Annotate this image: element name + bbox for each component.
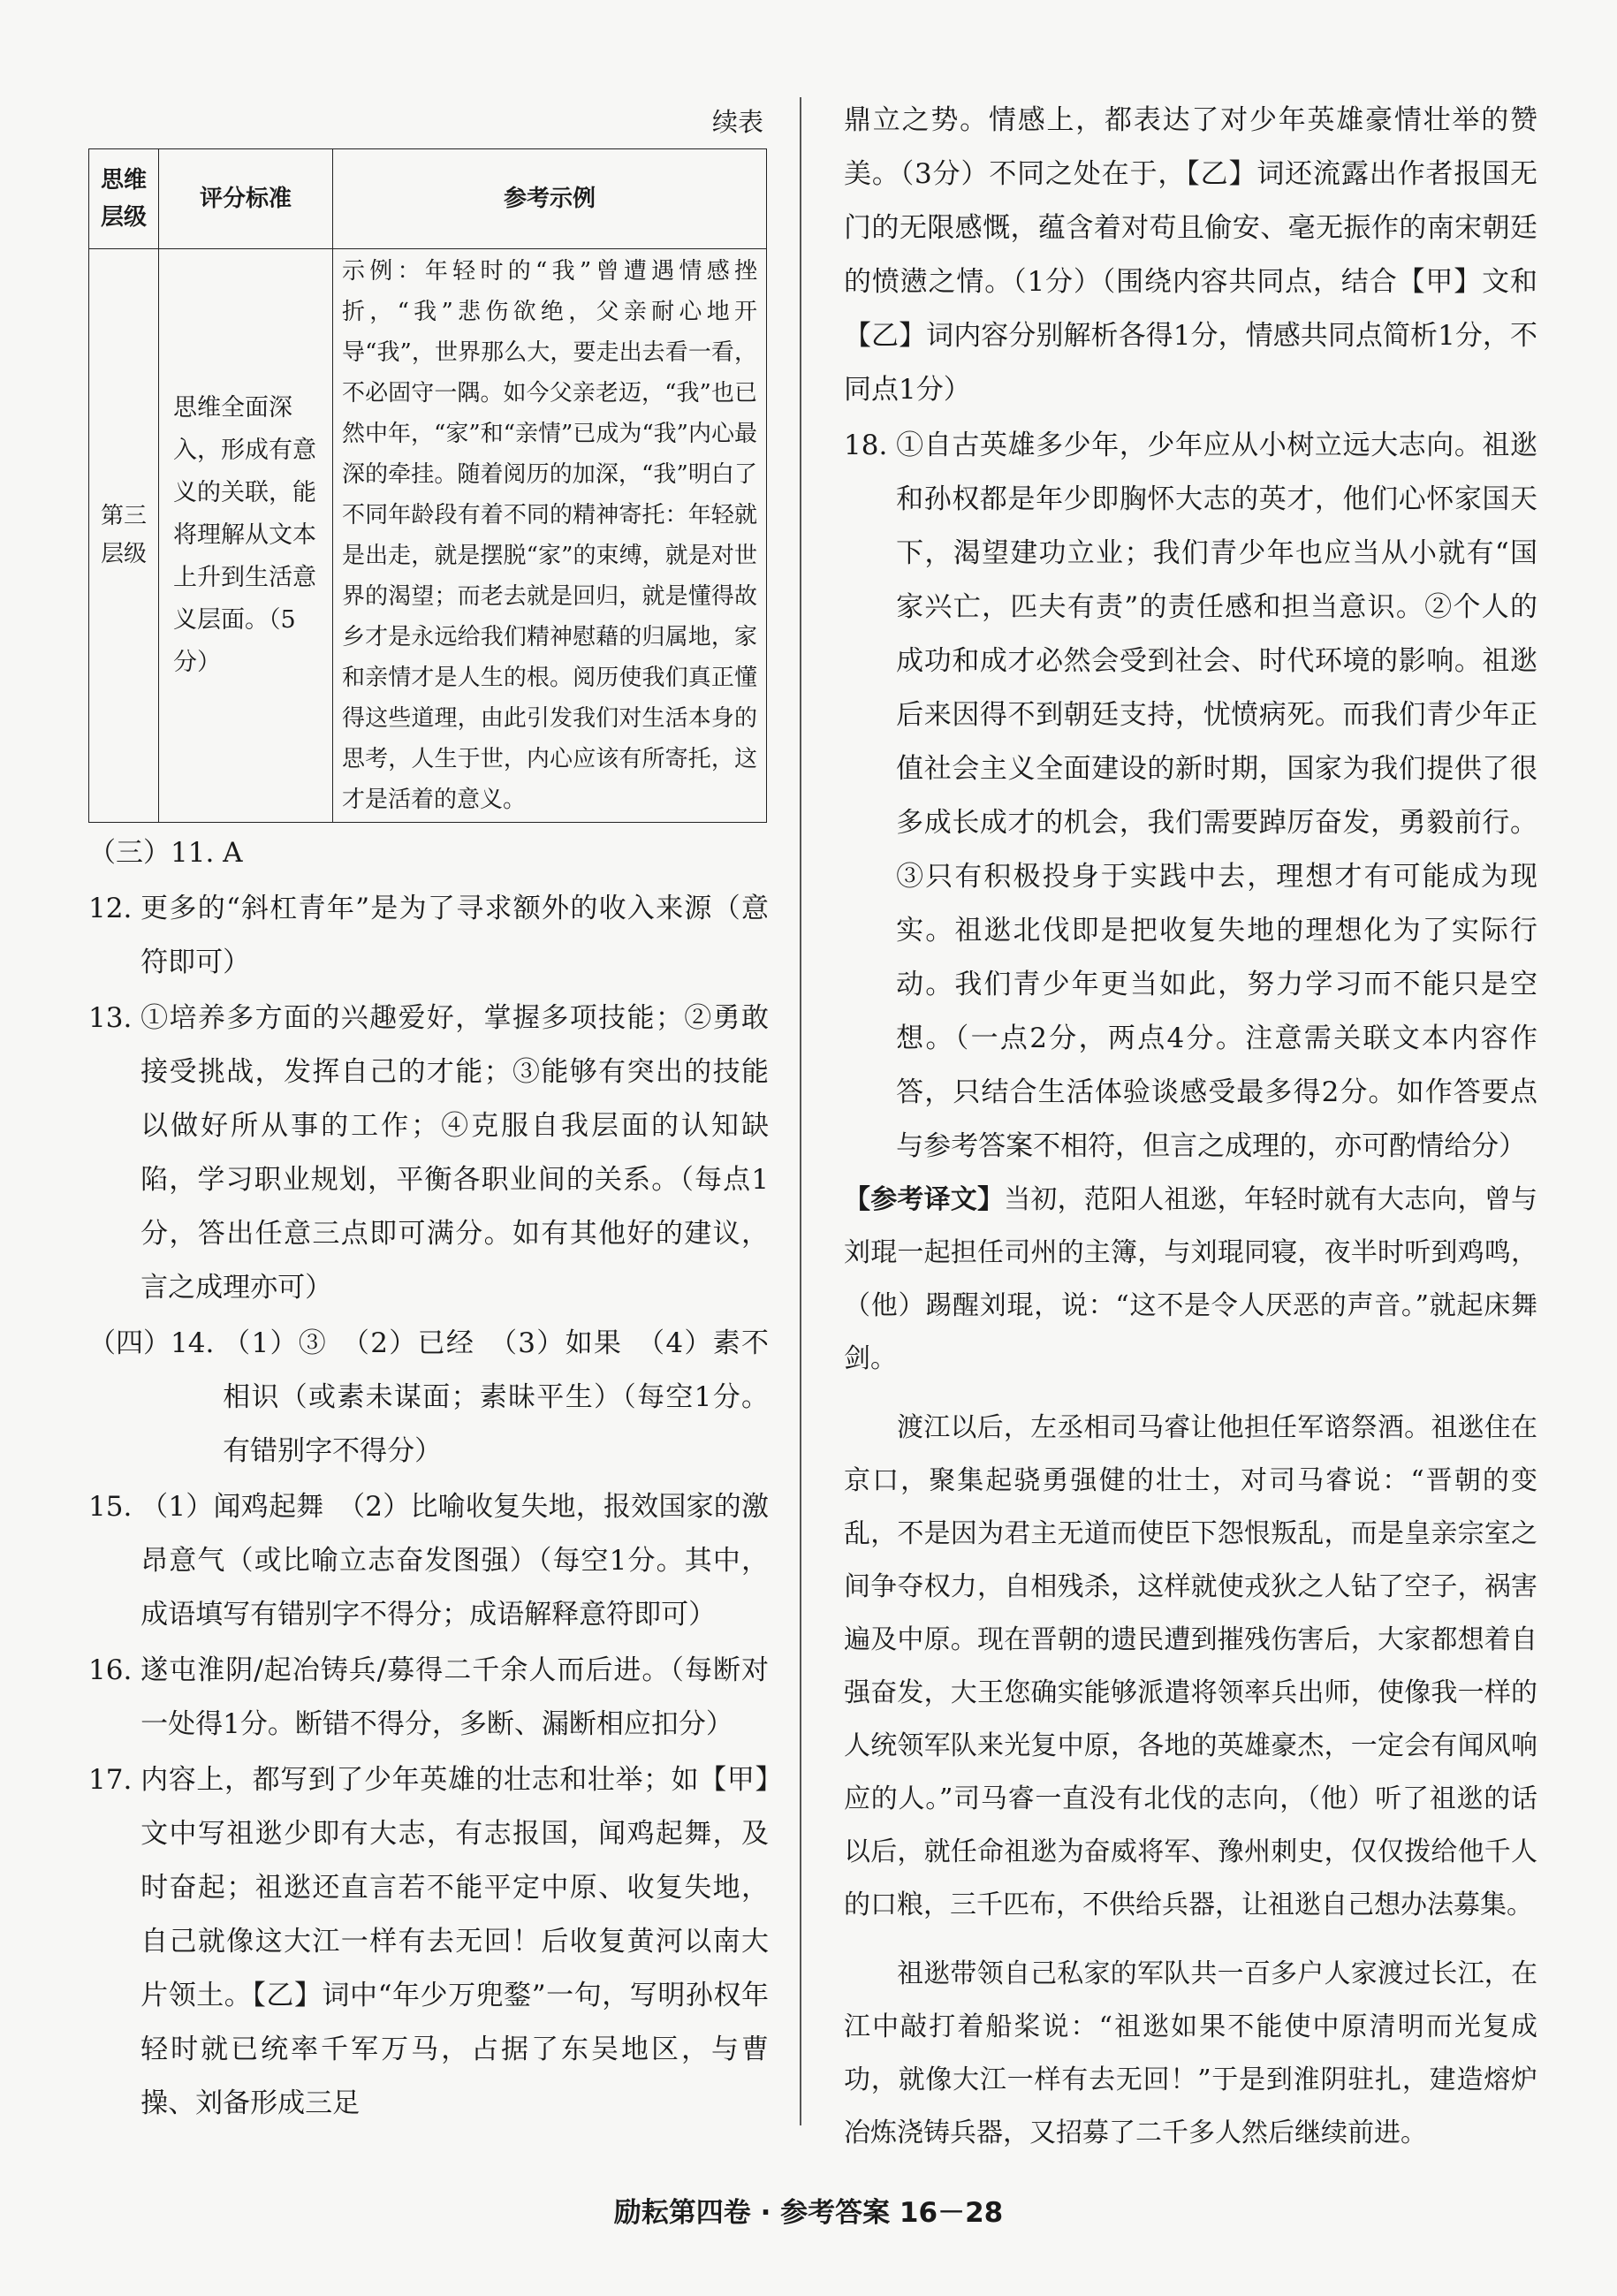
table-header-row — [89, 149, 767, 249]
answer-item: （三）11. A — [88, 837, 243, 869]
cell-criteria: 思维全面深入，形成有意义的关联，能将理解从文本上升到生活意义层面。（5分） — [159, 249, 333, 823]
page-footer: 励耘第四卷 · 参考答案 16－28 — [613, 2197, 1004, 2229]
translation-first-paragraph: 当初，范阳人祖逖，年轻时就有大志向，曾与刘琨一起担任司州的主簿，与刘琨同寝，夜半时听到鸡鸣，（他）踢醒刘琨，说：“这不是令人厌恶的声音。”就起床舞剑。 — [844, 1184, 1538, 1374]
translation-heading: 【参考译文】 — [844, 1184, 1005, 1215]
answer-item: 12. 更多的“斜杠青年”是为了寻求额外的收入来源（意符即可） — [88, 893, 769, 978]
answer-item: 17. 内容上，都写到了少年英雄的壮志和壮举；如【甲】文中写祖逖少即有大志，有志报国，闻鸡起舞，及时奋起；祖逖还直言若不能平定中原、收复失地，自己就像这大江一样有去无回！后收复黄河以南大片领土。【乙】词中“年少万兜鍪”一句，写明孙权年轻时就已统率千军万马，占据了东吴地区，与曹操、刘备形成三足 — [88, 1764, 769, 2119]
cell-example: 示例：年轻时的“我”曾遭遇情感挫折，“我”悲伤欲绝，父亲耐心地开导“我”，世界那么大，要走出去看一看，不必固守一隅。如今父亲老迈，“我”也已然中年，“家”和“亲情”已成为“我”内心最深的牵挂。随着阅历的加深，“我”明白了不同年龄段有着不同的精神寄托：年轻就是出走，就是摆脱“家”的束缚，就是对世界的渴望；而老去就是回归，就是懂得故乡才是永远给我们精神慰藉的归属地，家和亲情才是人生的根。阅历使我们真正懂得这些道理，由此引发我们对生活本身的思考，人生于世，内心应该有所寄托，这才是活着的意义。 — [333, 249, 767, 823]
column-divider — [800, 97, 801, 2125]
answer-item: （四）14. （1）③ （2）已经 （3）如果 （4）素不相识（或素未谋面；素昧平生）（每空1分。有错别字不得分） — [88, 1327, 769, 1467]
cell-level: 第三层级 — [89, 249, 159, 823]
translation-paragraph: 渡江以后，左丞相司马睿让他担任军谘祭酒。祖逖住在京口，聚集起骁勇强健的壮士，对司马睿说：“晋朝的变乱，不是因为君主无道而使臣下怨恨叛乱，而是皇亲宗室之间争夺权力，自相残杀，这样就使戎狄之人钻了空子，祸害遍及中原。现在晋朝的遗民遭到摧残伤害后，大家都想着自强奋发，大王您确实能够派遣将领率兵出师，使像我一样的人统领军队来光复中原，各地的英雄豪杰，一定会有闻风响应的人。”司马睿一直没有北伐的志向，（他）听了祖逖的话以后，就任命祖逖为奋威将军、豫州刺史，仅仅拨给他千人的口粮，三千匹布，不供给兵器，让祖逖自己想办法募集。 — [844, 1412, 1537, 1920]
header-criteria: 评分标准 — [159, 149, 333, 249]
answer-item: 15. （1）闻鸡起舞 （2）比喻收复失地，报效国家的激昂意气（或比喻立志奋发图强）（每空1分。其中，成语填写有错别字不得分；成语解释意符即可） — [88, 1491, 769, 1631]
answer-item: 16. 遂屯淮阴/起冶铸兵/募得二千余人而后进。（每断对一处得1分。断错不得分，多断、漏断相应扣分） — [88, 1654, 769, 1740]
right-column — [844, 94, 1537, 2160]
left-column — [88, 104, 769, 2131]
answer-item: 18. ①自古英雄多少年，少年应从小树立远大志向。祖逖和孙权都是年少即胸怀大志的英才，他们心怀家国天下，渴望建功立业；我们青少年也应当从小就有“国家兴亡，匹夫有责”的责任感和担当意识。②个人的成功和成才必然会受到社会、时代环境的影响。祖逖后来因得不到朝廷支持，忧愤病死。而我们青少年正值社会主义全面建设的新时期，国家为我们提供了很多成长成才的机会，我们需要踔厉奋发，勇毅前行。③只有积极投身于实践中去，理想才有可能成为现实。祖逖北伐即是把收复失地的理想化为了实际行动。我们青少年更当如此，努力学习而不能只是空想。（一点2分，两点4分。注意需关联文本内容作答，只结合生活体验谈感受最多得2分。如作答要点与参考答案不相符，但言之成理的，亦可酌情给分） — [844, 430, 1537, 1162]
answer-item: 鼎立之势。情感上，都表达了对少年英雄豪情壮举的赞美。（3分）不同之处在于，【乙】词还流露出作者报国无门的无限感慨，蕴含着对苟且偷安、毫无振作的南宋朝廷的愤懑之情。（1分）（围绕内容共同点，结合【甲】文和【乙】词内容分别解析各得1分，情感共同点简析1分，不同点1分） — [844, 104, 1537, 406]
scoring-table — [88, 148, 767, 823]
header-example: 参考示例 — [333, 149, 767, 249]
table-caption: 续表 — [711, 107, 763, 137]
table-row — [89, 249, 767, 823]
header-level: 思维层级 — [89, 149, 159, 249]
answer-item: 13. ①培养多方面的兴趣爱好，掌握多项技能；②勇敢接受挑战，发挥自己的才能；③能够有突出的技能以做好所从事的工作；④克服自我层面的认知缺陷，学习职业规划，平衡各职业间的关系。（每点1分，答出任意三点即可满分。如有其他好的建议，言之成理亦可） — [88, 1002, 769, 1304]
translation-block — [844, 1174, 1537, 1386]
translation-paragraph: 祖逖带领自己私家的军队共一百多户人家渡过长江，在江中敲打着船桨说：“祖逖如果不能使中原清明而光复成功，就像大江一样有去无回！”于是到淮阴驻扎，建造熔炉冶炼浇铸兵器，又招募了二千多人然后继续前进。 — [844, 1958, 1537, 2148]
